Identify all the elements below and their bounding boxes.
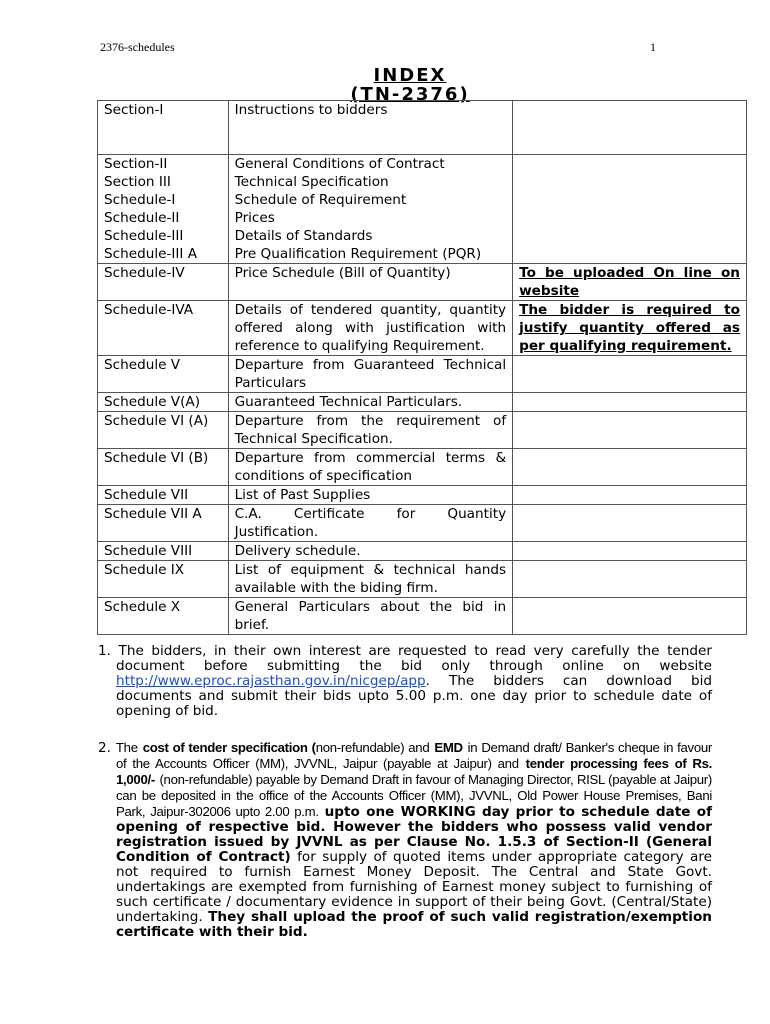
- upload-remark: [513, 412, 747, 449]
- upload-remark: [513, 542, 747, 561]
- section-name: Schedule V(A): [98, 393, 229, 412]
- section-name: Section-I: [98, 101, 229, 155]
- section-name: Schedule IX: [98, 561, 229, 598]
- table-row: [98, 486, 747, 505]
- section-name: Schedule VIII: [98, 542, 229, 561]
- table-row: [98, 356, 747, 393]
- table-row: [98, 155, 747, 174]
- note-text: for supply of quoted items under appropriate category are not required to furnish Earnest Money Deposit. The Central and State Govt. undertakings are exempted from furnishing of Earnest money subject to furnishing of such certificate / documentary evidence in support of their being Govt. (Central/State) undertaking.: [116, 849, 713, 925]
- note-emphasis: upto one WORKING day prior to schedule date of opening of respective bid. However the bidders who possess valid vendor registration issued by JVVNL as per Clause No. 1.5.3 of Section-II (General Condition of Contract): [116, 804, 712, 865]
- note-text: non-refundable) and: [315, 740, 430, 755]
- upload-remark: [513, 486, 747, 505]
- upload-remark: [513, 505, 747, 542]
- section-name: Schedule-III A: [98, 245, 229, 264]
- section-description: C.A. Certificate for Quantity Justification.: [228, 505, 513, 542]
- table-row: [98, 542, 747, 561]
- note-number: 2.: [98, 740, 111, 756]
- note-text: in Demand draft/ Banker's cheque in favour of the Accounts Officer (MM), JVVNL, Jaipur (payable at Jaipur) and: [116, 740, 712, 771]
- note-text: . The bidders can download bid documents and submit their bids upto 5.00 p.m. one day prior to schedule date of opening of bid.: [116, 673, 712, 719]
- note-text: The bidders, in their own interest are requested to read very carefully the tender document before submitting the bid only through online on website: [116, 643, 712, 674]
- table-row: [98, 101, 747, 155]
- table-row: [98, 561, 747, 598]
- note-emphasis: EMD: [434, 740, 463, 755]
- section-description: Prices: [228, 209, 513, 227]
- note-emphasis: cost of tender specification (: [142, 740, 316, 755]
- table-row: [98, 301, 747, 356]
- quantity-justification-remark: The bidder is required to justify quantity offered as per qualifying requirement.: [513, 301, 747, 356]
- note-text: The: [115, 740, 138, 755]
- section-name: Schedule VII A: [98, 505, 229, 542]
- section-name: Schedule V: [98, 356, 229, 393]
- section-name: Section III: [98, 173, 229, 191]
- section-name: Schedule VI (A): [98, 412, 229, 449]
- upload-remark: [513, 598, 747, 635]
- note-emphasis: tender processing fees of Rs. 1,000/-: [116, 756, 712, 787]
- note-emphasis: They shall upload the proof of such valid registration/exemption certificate with their bid.: [116, 909, 712, 940]
- tender-number-title: (TN-2376): [350, 84, 470, 105]
- section-name: Schedule X: [98, 598, 229, 635]
- note-text: (non-refundable) payable by Demand Draft in favour of Managing Director, RISL (payable at Jaipur) can be deposited in the office of the Accounts Officer (MM), JVVNL, Old Power House Premises, Bani Park, Jaipur-302006 upto 2.00 p.m.: [116, 772, 712, 819]
- section-description: Guaranteed Technical Particulars.: [228, 393, 513, 412]
- section-description: Schedule of Requirement: [228, 191, 513, 209]
- table-row: [98, 598, 747, 635]
- section-description: List of Past Supplies: [228, 486, 513, 505]
- note-tender-cost: [98, 740, 712, 940]
- page-number: 1: [650, 40, 656, 54]
- section-description: Departure from commercial terms & conditions of specification: [228, 449, 513, 486]
- eproc-website-link[interactable]: http://www.eproc.rajasthan.gov.in/nicgep/app: [116, 673, 426, 689]
- section-name: Schedule VII: [98, 486, 229, 505]
- upload-remark: [513, 101, 747, 155]
- section-name: Schedule-IV: [98, 264, 229, 301]
- section-description: Pre Qualification Requirement (PQR): [228, 245, 513, 264]
- section-description: List of equipment & technical hands available with the biding firm.: [228, 561, 513, 598]
- upload-remark: [513, 155, 747, 264]
- section-name: Schedule-I: [98, 191, 229, 209]
- table-row: [98, 412, 747, 449]
- section-description: Departure from Guaranteed Technical Particulars: [228, 356, 513, 393]
- section-description: Details of tendered quantity, quantity offered along with justification with reference to qualifying Requirement.: [228, 301, 513, 356]
- upload-remark: [513, 393, 747, 412]
- upload-remark: [513, 561, 747, 598]
- section-description: Instructions to bidders: [228, 101, 513, 155]
- section-description: Details of Standards: [228, 227, 513, 245]
- upload-remark: [513, 356, 747, 393]
- section-description: Departure from the requirement of Technical Specification.: [228, 412, 513, 449]
- header-filename: 2376-schedules: [100, 40, 175, 54]
- upload-remark: [513, 449, 747, 486]
- table-row: [98, 264, 747, 301]
- section-description: General Conditions of Contract: [228, 155, 513, 174]
- table-row: [98, 393, 747, 412]
- section-name: Schedule-III: [98, 227, 229, 245]
- note-number: 1.: [98, 643, 111, 659]
- table-row: [98, 505, 747, 542]
- section-description: Delivery schedule.: [228, 542, 513, 561]
- index-title: INDEX: [373, 65, 447, 86]
- section-name: Schedule-II: [98, 209, 229, 227]
- section-name: Schedule VI (B): [98, 449, 229, 486]
- section-name: Section-II: [98, 155, 229, 174]
- section-name: Schedule-IVA: [98, 301, 229, 356]
- section-description: General Particulars about the bid in brief.: [228, 598, 513, 635]
- note-bid-submission: [98, 644, 712, 719]
- upload-online-remark: To be uploaded On line on website: [513, 264, 747, 301]
- section-description: Price Schedule (Bill of Quantity): [228, 264, 513, 301]
- table-row: [98, 449, 747, 486]
- index-table: [97, 100, 747, 635]
- section-description: Technical Specification: [228, 173, 513, 191]
